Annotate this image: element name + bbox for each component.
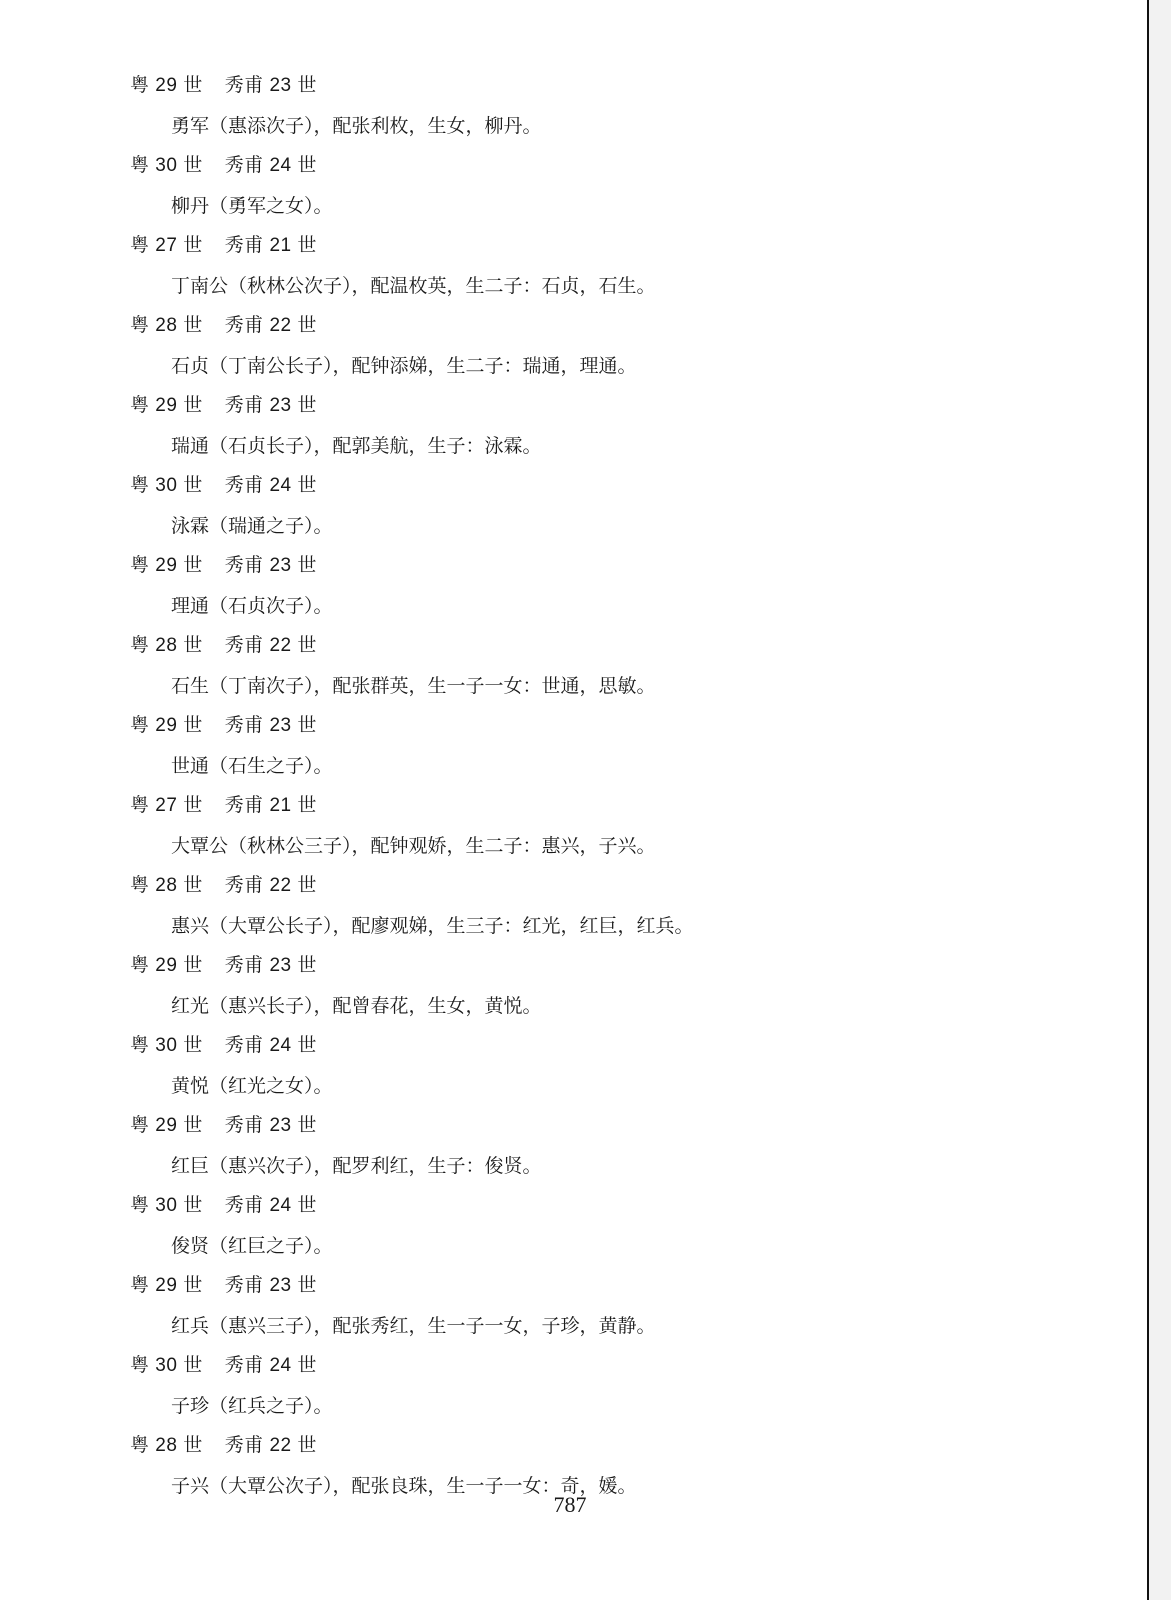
generation-line (130, 706, 1140, 746)
person-description: 惠兴（大覃公长子），配廖观娣，生三子：红光，红巨，红兵。 (171, 915, 694, 937)
generation-line (130, 66, 1140, 106)
generation-line (130, 786, 1140, 826)
xiufu-generation: 秀甫 23 世 (224, 1275, 317, 1296)
entry-3 (0, 226, 1140, 306)
xiufu-generation: 秀甫 22 世 (224, 1435, 317, 1456)
entry-15 (0, 1186, 1140, 1266)
xiufu-generation: 秀甫 21 世 (224, 795, 317, 816)
xiufu-generation: 秀甫 23 世 (224, 75, 317, 96)
entry-1 (0, 66, 1140, 146)
yue-generation: 粤 29 世 (130, 75, 203, 96)
xiufu-generation: 秀甫 22 世 (224, 635, 317, 656)
page-number: 787 (553, 1492, 587, 1517)
yue-generation: 粤 28 世 (130, 1435, 203, 1456)
person-description: 大覃公（秋林公三子），配钟观娇，生二子：惠兴，子兴。 (171, 835, 656, 857)
person-description: 红巨（惠兴次子），配罗利红，生子：俊贤。 (171, 1155, 542, 1177)
xiufu-generation: 秀甫 23 世 (224, 555, 317, 576)
generation-line (130, 866, 1140, 906)
xiufu-generation: 秀甫 22 世 (224, 875, 317, 896)
generation-line (130, 466, 1140, 506)
generation-line (130, 386, 1140, 426)
generation-line (130, 1026, 1140, 1066)
scan-right-edge (1147, 0, 1171, 1600)
generation-line (130, 306, 1140, 346)
entry-7 (0, 546, 1140, 626)
generation-line (130, 626, 1140, 666)
person-description: 瑞通（石贞长子），配郭美航，生子：泳霖。 (171, 435, 542, 457)
yue-generation: 粤 28 世 (130, 875, 203, 896)
yue-generation: 粤 27 世 (130, 795, 203, 816)
person-description: 俊贤（红巨之子）。 (171, 1235, 333, 1257)
yue-generation: 粤 30 世 (130, 475, 203, 496)
person-description: 石贞（丁南公长子），配钟添娣，生二子：瑞通，理通。 (171, 355, 637, 377)
yue-generation: 粤 29 世 (130, 1115, 203, 1136)
xiufu-generation: 秀甫 24 世 (224, 475, 317, 496)
xiufu-generation: 秀甫 24 世 (224, 155, 317, 176)
entry-14 (0, 1106, 1140, 1186)
xiufu-generation: 秀甫 23 世 (224, 1115, 317, 1136)
yue-generation: 粤 29 世 (130, 555, 203, 576)
generation-line (130, 946, 1140, 986)
xiufu-generation: 秀甫 23 世 (224, 715, 317, 736)
person-description: 世通（石生之子）。 (171, 755, 333, 777)
entry-8 (0, 626, 1140, 706)
xiufu-generation: 秀甫 22 世 (224, 315, 317, 336)
entry-6 (0, 466, 1140, 546)
entry-2 (0, 146, 1140, 226)
person-description: 丁南公（秋林公次子），配温枚英，生二子：石贞，石生。 (171, 275, 656, 297)
xiufu-generation: 秀甫 21 世 (224, 235, 317, 256)
entry-13 (0, 1026, 1140, 1106)
xiufu-generation: 秀甫 24 世 (224, 1355, 317, 1376)
yue-generation: 粤 29 世 (130, 395, 203, 416)
entry-9 (0, 706, 1140, 786)
person-description: 柳丹（勇军之女）。 (171, 195, 333, 217)
generation-line (130, 1266, 1140, 1306)
xiufu-generation: 秀甫 24 世 (224, 1195, 317, 1216)
generation-line (130, 1106, 1140, 1146)
yue-generation: 粤 29 世 (130, 1275, 203, 1296)
person-description: 子兴（大覃公次子），配张良珠，生一子一女：奇，媛。 (171, 1475, 637, 1497)
yue-generation: 粤 29 世 (130, 715, 203, 736)
yue-generation: 粤 30 世 (130, 155, 203, 176)
generation-line (130, 146, 1140, 186)
person-description: 石生（丁南次子），配张群英，生一子一女：世通，思敏。 (171, 675, 656, 697)
yue-generation: 粤 30 世 (130, 1355, 203, 1376)
generation-line (130, 1426, 1140, 1466)
yue-generation: 粤 28 世 (130, 315, 203, 336)
genealogy-list (0, 66, 1140, 1506)
yue-generation: 粤 27 世 (130, 235, 203, 256)
entry-4 (0, 306, 1140, 386)
entry-16 (0, 1266, 1140, 1346)
xiufu-generation: 秀甫 23 世 (224, 955, 317, 976)
entry-10 (0, 786, 1140, 866)
yue-generation: 粤 28 世 (130, 635, 203, 656)
yue-generation: 粤 30 世 (130, 1195, 203, 1216)
person-description: 理通（石贞次子）。 (171, 595, 333, 617)
entry-12 (0, 946, 1140, 1026)
yue-generation: 粤 30 世 (130, 1035, 203, 1056)
entry-5 (0, 386, 1140, 466)
person-description: 红兵（惠兴三子），配张秀红，生一子一女，子珍，黄静。 (171, 1315, 656, 1337)
generation-line (130, 546, 1140, 586)
entry-11 (0, 866, 1140, 946)
xiufu-generation: 秀甫 23 世 (224, 395, 317, 416)
person-description: 黄悦（红光之女）。 (171, 1075, 333, 1097)
generation-line (130, 1186, 1140, 1226)
person-description: 子珍（红兵之子）。 (171, 1395, 333, 1417)
person-description: 红光（惠兴长子），配曾春花，生女，黄悦。 (171, 995, 542, 1017)
entry-17 (0, 1346, 1140, 1426)
yue-generation: 粤 29 世 (130, 955, 203, 976)
xiufu-generation: 秀甫 24 世 (224, 1035, 317, 1056)
person-description: 泳霖（瑞通之子）。 (171, 515, 333, 537)
generation-line (130, 1346, 1140, 1386)
person-description: 勇军（惠添次子），配张利枚，生女，柳丹。 (171, 115, 542, 137)
generation-line (130, 226, 1140, 266)
